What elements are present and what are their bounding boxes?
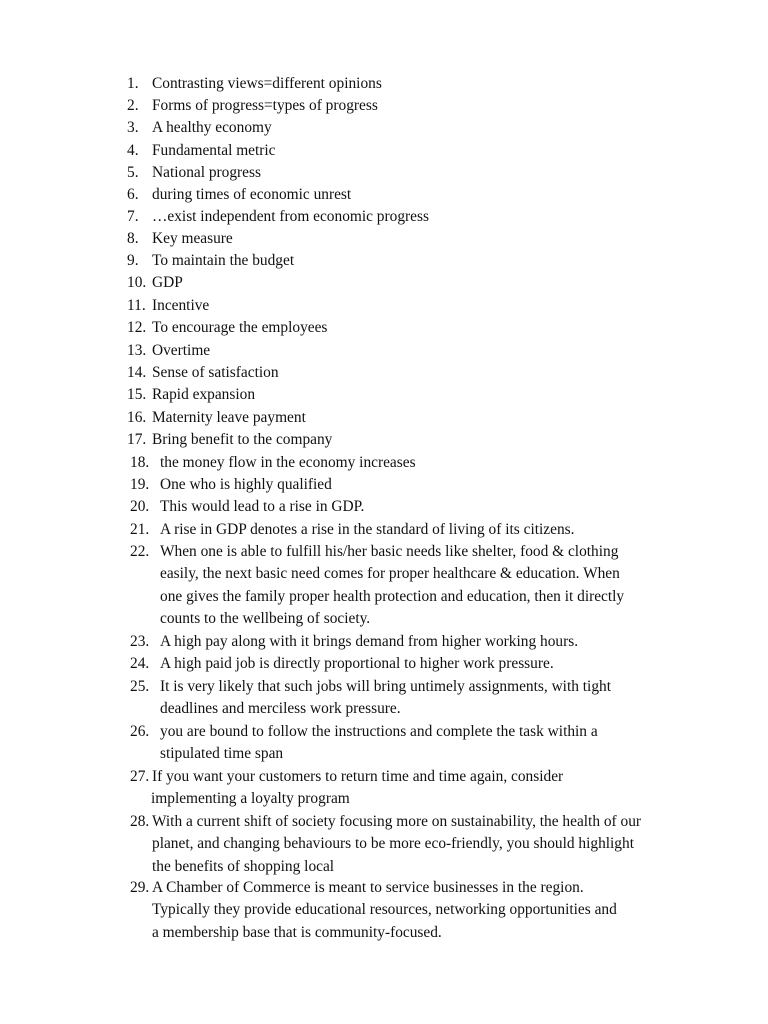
list-item-text-line: Forms of progress=types of progress [152,97,378,114]
list-item-number: 10. [127,274,147,291]
list-item-text-line: It is very likely that such jobs will bring untimely assignments, with tight [160,678,611,695]
list-item-text-line: When one is able to fulfill his/her basic needs like shelter, food & clothing [160,543,619,560]
list-item-number: 27. [130,768,150,785]
list-item-text-line: A healthy economy [152,119,272,136]
list-item-text-line: Typically they provide educational resources, networking opportunities and [152,901,617,919]
list-item-number: 23. [130,633,150,650]
list-item-text-line: Incentive [152,297,210,314]
list-item-text-line: one gives the family proper health protection and education, then it directly [160,587,625,605]
list-item-number: 4. [127,142,139,159]
list-item-text-line: A rise in GDP denotes a rise in the standard of living of its citizens. [160,521,575,538]
list-item-number: 11. [127,297,146,314]
list-item-number: 14. [127,364,147,381]
list-item-number: 2. [127,97,139,114]
list-item-number: 20. [130,498,150,515]
list-item-number: 3. [127,119,139,136]
list-item-text-line: implementing a loyalty program [151,790,350,808]
list-item-number: 28. [130,813,150,830]
list-item-number: 9. [127,252,139,269]
list-item-text-line: planet, and changing behaviours to be more eco-friendly, you should highlight [152,835,634,853]
list-item-text-line: GDP [152,274,183,291]
list-item-number: 15. [127,386,147,403]
list-item-text-line: With a current shift of society focusing more on sustainability, the health of our [152,813,642,830]
list-item-text-line: If you want your customers to return time and time again, consider [152,768,564,785]
list-item-text-line: Sense of satisfaction [152,364,279,381]
list-item-number: 7. [127,208,139,225]
list-item-text-line: the money flow in the economy increases [160,454,416,471]
list-item-number: 17. [127,431,147,448]
list-item-number: 24. [130,655,150,672]
list-item-text-line: deadlines and merciless work pressure. [160,700,401,718]
list-item-text-line: easily, the next basic need comes for proper healthcare & education. When [160,565,620,583]
list-item-number: 1. [127,75,139,92]
list-item-text-line: Fundamental metric [152,142,276,159]
list-item-text-line: stipulated time span [160,745,284,763]
list-item-number: 13. [127,342,147,359]
list-item-text-line: One who is highly qualified [160,476,332,493]
list-item-text-line: Bring benefit to the company [152,431,333,448]
list-item-text-line: you are bound to follow the instructions and complete the task within a [160,723,598,740]
list-item-text-line: To maintain the budget [152,252,295,269]
list-item-number: 16. [127,409,147,426]
list-item-number: 8. [127,230,139,247]
list-item-number: 22. [130,543,150,560]
list-item-text-line: Key measure [152,230,233,247]
list-item-text-line: a membership base that is community-focused. [152,923,442,941]
list-item-text-line: Maternity leave payment [152,409,306,426]
list-item-number: 29. [130,879,150,896]
list-item-text-line: National progress [152,164,261,181]
list-item-number: 12. [127,319,147,336]
list-item-text-line: …exist independent from economic progress [152,208,429,225]
list-item-text-line: A high paid job is directly proportional to higher work pressure. [160,655,554,672]
list-item-text-line: A Chamber of Commerce is meant to service businesses in the region. [152,879,584,896]
list-item-text-line: Contrasting views=different opinions [152,75,382,92]
list-item-text-line: A high pay along with it brings demand from higher working hours. [160,633,579,650]
list-item-text-line: Rapid expansion [152,386,256,403]
list-item-text-line: the benefits of shopping local [152,857,335,875]
list-item-text-line: Overtime [152,342,211,359]
list-item-number: 25. [130,678,150,695]
list-item-text-line: This would lead to a rise in GDP. [160,498,365,515]
list-item-number: 21. [130,521,150,538]
list-item-text-line: To encourage the employees [152,319,328,336]
list-item-number: 19. [130,476,150,493]
list-item-number: 6. [127,186,139,203]
list-item-number: 18. [130,454,150,471]
list-item-text-line: during times of economic unrest [152,186,352,203]
list-item-number: 5. [127,164,139,181]
list-item-text-line: counts to the wellbeing of society. [160,610,371,628]
list-item-number: 26. [130,723,150,740]
